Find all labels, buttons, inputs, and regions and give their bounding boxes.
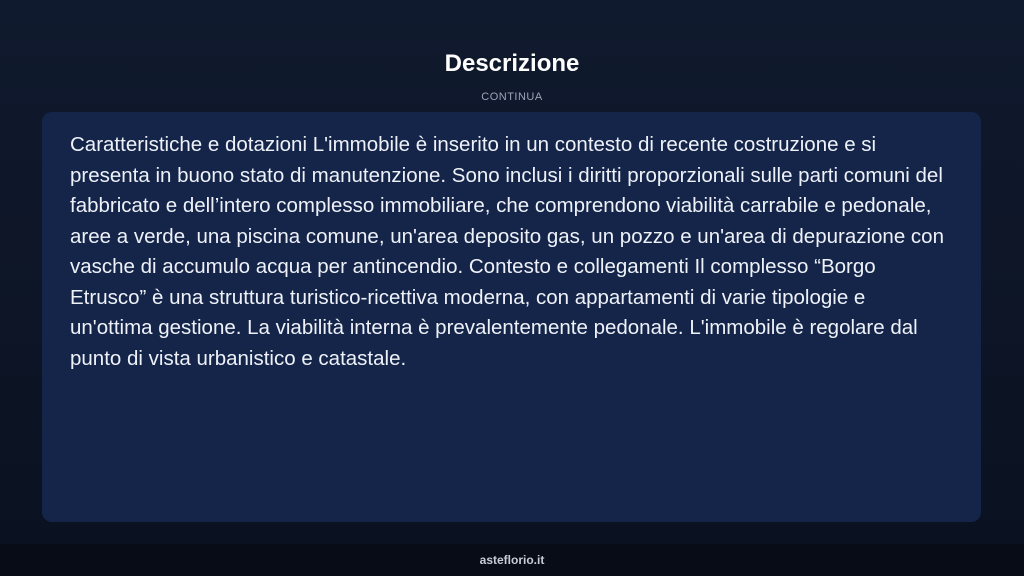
description-text: Caratteristiche e dotazioni L'immobile è inserito in un contesto di recente costruzione e si presenta in buono stato di manutenzione. Sono inclusi i diritti proporzionali sulle parti comuni del fabbricato e dell’intero complesso immobiliare, che comprendono viabilità carrabile e pedonale, aree a verde, una piscina comune, un'area deposito gas, un pozzo e un'area di depurazione con vasche di accumulo acqua per antincendio. Contesto e collegamenti Il complesso “Borgo Etrusco” è una struttura turistico-ricettiva moderna, con appartamenti di varie tipologie e un'ottima gestione. La viabilità interna è prevalentemente pedonale. L'immobile è regolare dal punto di vista urbanistico e catastale.	[70, 133, 944, 370]
footer-brand: asteflorio.it	[479, 553, 545, 567]
page-subtitle: CONTINUA	[481, 91, 543, 103]
footer-bar	[0, 544, 1024, 576]
page-title: Descrizione	[444, 50, 580, 77]
page-header	[0, 48, 1024, 104]
description-card	[42, 112, 981, 522]
